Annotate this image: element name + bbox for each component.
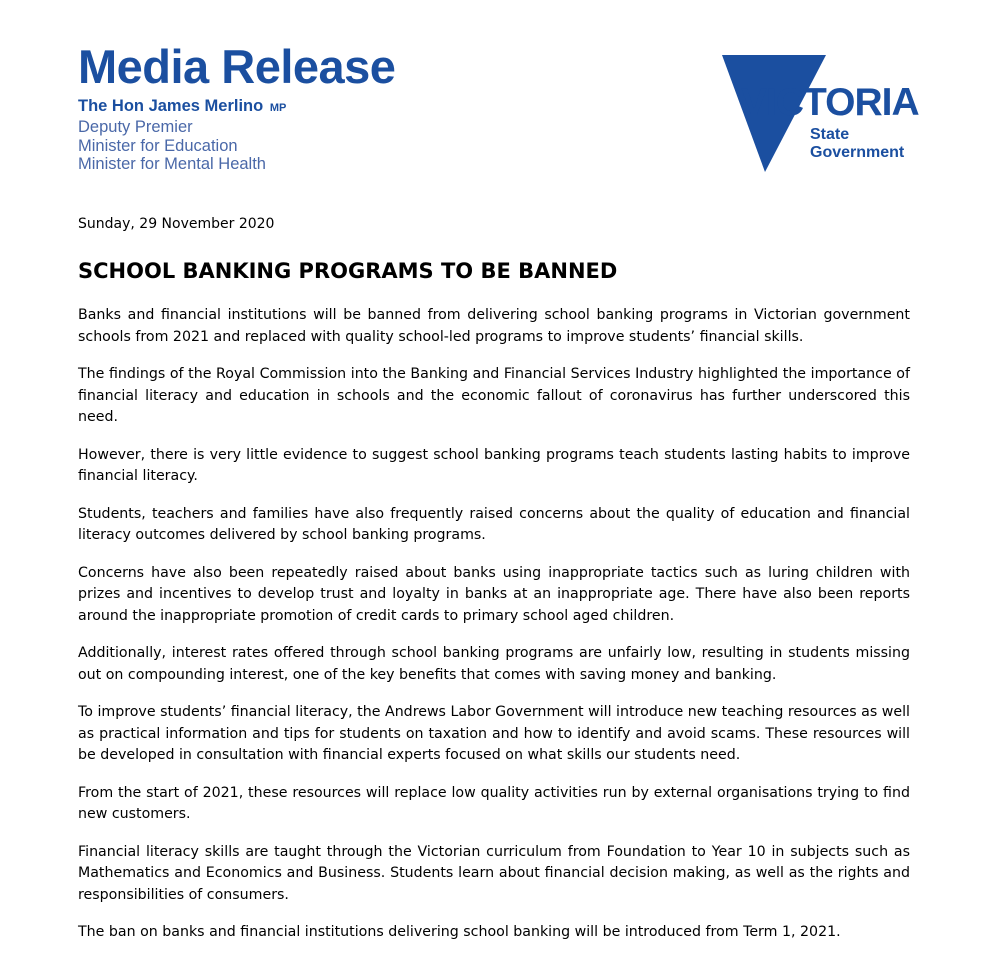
minister-role: Minister for Mental Health (78, 155, 266, 173)
minister-role: Deputy Premier (78, 118, 193, 136)
logo-line-state: State (810, 126, 850, 143)
logo-line-government: Government (810, 144, 905, 161)
minister-name (78, 96, 395, 118)
minister-suffix: MP (269, 102, 287, 114)
body-paragraph: However, there is very little evidence to suggest school banking programs teach students lasting habits to improve financial literacy. (78, 446, 910, 484)
body-paragraph: Financial literacy skills are taught through the Victorian curriculum from Foundation to Year 10 in subjects such as Mathematics and Economics and Business. Students learn about financial decision making, as well as the rights and responsibilities of consumers. (78, 843, 910, 903)
minister-role: Minister for Education (78, 136, 238, 155)
logo-wordmark: VICTORIA (741, 81, 919, 124)
release-header (78, 40, 395, 174)
body-paragraph: Concerns have also been repeatedly raised about banks using inappropriate tactics such as luring children with prizes and incentives to develop trust and loyalty in banks at an inappropriate age. There have also been reports around the inappropriate promotion of credit cards to primary school aged children. (78, 564, 910, 624)
body-paragraph: Students, teachers and families have also frequently raised concerns about the quality of education and financial literacy outcomes delivered by school banking programs. (78, 505, 910, 543)
body-paragraph: Additionally, interest rates offered through school banking programs are unfairly low, resulting in students missing out on compounding interest, one of the key benefits that comes with saving money and banking. (78, 645, 910, 683)
minister-name-text: The Hon James Merlino (78, 97, 264, 115)
release-body (78, 305, 910, 960)
media-release-title: Media Release (78, 40, 396, 93)
victoria-state-government-logo (722, 55, 927, 173)
body-paragraph: The ban on banks and financial institutions delivering school banking will be introduced from Term 1, 2021. (78, 924, 841, 940)
release-headline: SCHOOL BANKING PROGRAMS TO BE BANNED (78, 259, 618, 283)
body-paragraph: Banks and financial institutions will be banned from delivering school banking programs in Victorian government schools from 2021 and replaced with quality school-led programs to improve students’ financial skills. (78, 307, 910, 345)
body-paragraph: From the start of 2021, these resources will replace low quality activities run by external organisations trying to find new customers. (78, 784, 910, 822)
release-date: Sunday, 29 November 2020 (78, 216, 275, 232)
body-paragraph: To improve students’ financial literacy, the Andrews Labor Government will introduce new teaching resources as well as practical information and tips for students on taxation and how to identify and avoid scams. These resources will be developed in consultation with financial experts focused on what skills our students need. (78, 704, 910, 763)
body-paragraph: The findings of the Royal Commission into the Banking and Financial Services Industry highlighted the importance of financial literacy and education in schools and the economic fallout of coronavirus has further underscored this need. (78, 366, 910, 425)
